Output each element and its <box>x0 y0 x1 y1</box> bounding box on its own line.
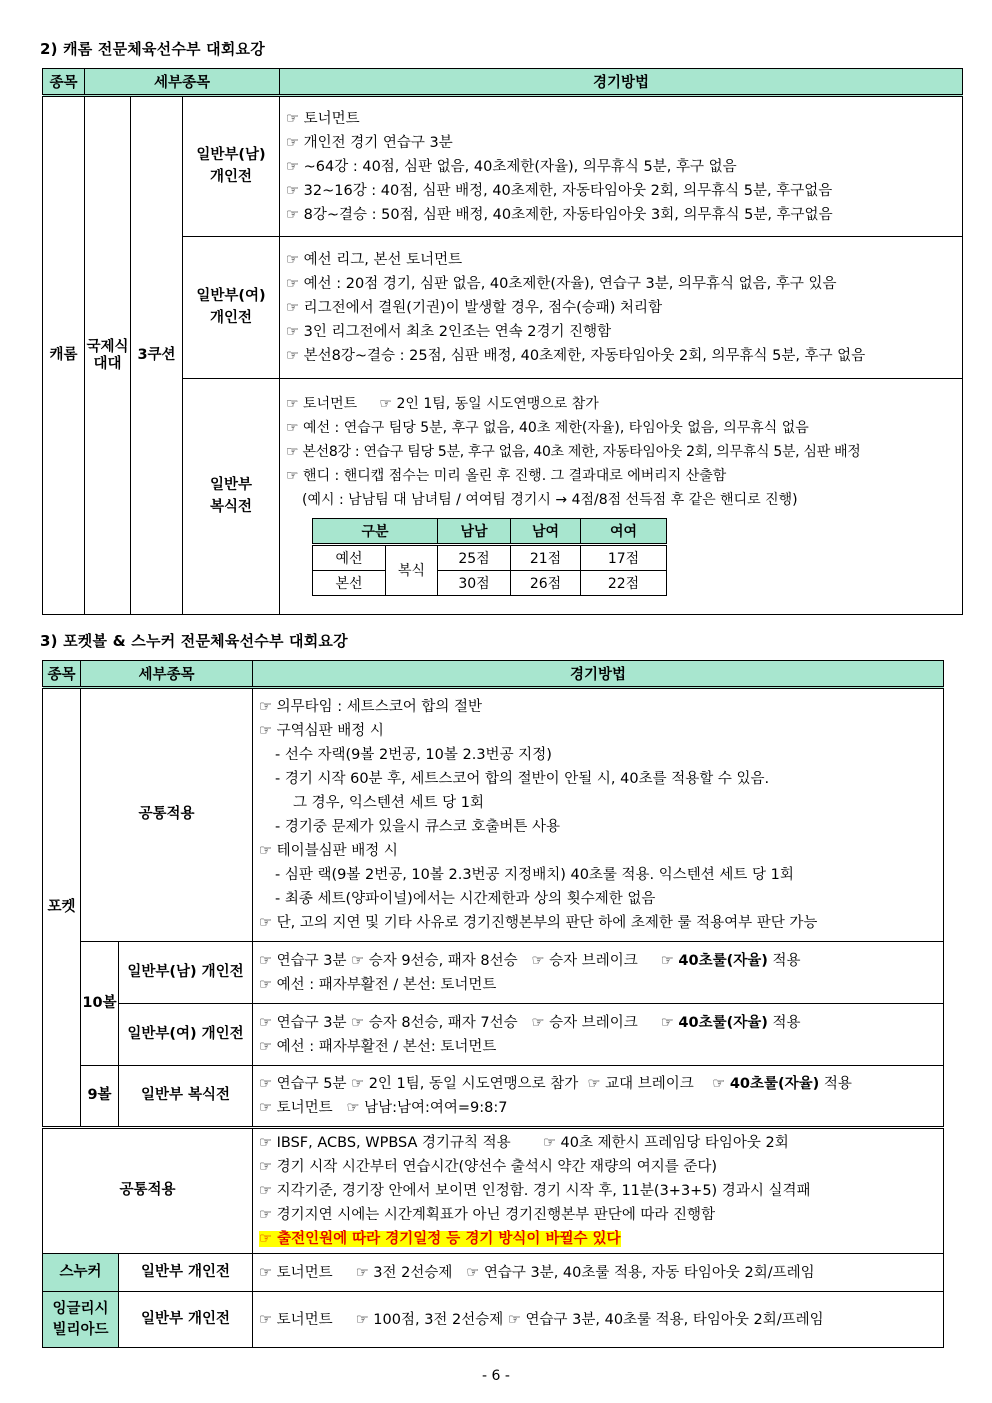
handicap-row-label: 본선 <box>313 570 386 595</box>
list-item: - 심판 랙(9볼 2번공, 10볼 2.3번공 지정배치) 40초룰 적용. 익스텐션 세트 당 1회 <box>275 867 794 883</box>
pointing-hand-icon: ☞ <box>542 1135 556 1151</box>
doubles-label: 일반부 복식전 <box>183 379 280 615</box>
pointing-hand-icon: ☞ <box>587 1076 601 1092</box>
pointing-hand-icon: ☞ <box>259 1183 272 1199</box>
pointing-hand-icon: ☞ <box>259 1264 272 1281</box>
list-item: - 최종 세트(양파이널)에서는 시간제한과 상의 횟수제한 없음 <box>275 891 656 907</box>
list-item: ☞ 32~16강 : 40점, 심판 배정, 40초제한, 자동타임아웃 2회, 의무휴식 5분, 후구없음 <box>286 182 833 199</box>
list-item: ☞ 토너먼트 ☞ 100점, 3전 2선승제 ☞ 연습구 3분, 40초룰 적용, 타임아웃 2회/프레임 <box>259 1311 824 1328</box>
list-item: ☞ 8강~결승 : 50점, 심판 배정, 40초제한, 자동타임아웃 3회, 의무휴식 5분, 후구없음 <box>286 206 833 223</box>
pointing-hand-icon: ☞ <box>286 134 300 151</box>
pointing-hand-icon: ☞ <box>531 952 545 969</box>
section-2-title: 2) 캐롬 전문체육선수부 대회요강 <box>40 40 265 58</box>
men-individual-method <box>253 942 944 1004</box>
pocket-common-label: 공통적용 <box>81 688 253 942</box>
list-item: - 경기 시작 60분 후, 세트스코어 합의 절반이 안될 시, 40초를 적용할 수 있음. <box>275 771 770 787</box>
doubles-method <box>253 1066 944 1128</box>
pocket-common-method <box>253 688 944 942</box>
list-item: ☞ 연습구 3분 ☞ 승자 8선승, 패자 7선승 ☞ 승자 브레이크 ☞ 40초룰(자율) 적용 <box>259 1014 801 1031</box>
list-item: ☞ 3인 리그전에서 최초 2인조는 연속 2경기 진행함 <box>286 323 612 340</box>
men-individual-method <box>280 96 963 237</box>
pointing-hand-icon: ☞ <box>259 699 272 715</box>
list-item: - 경기중 문제가 있을시 큐스코 호출버튼 사용 <box>275 819 561 835</box>
pointing-hand-icon: ☞ <box>660 952 674 969</box>
snooker-individual-label: 일반부 개인전 <box>119 1254 253 1292</box>
col-sub-header: 세부종목 <box>81 661 253 688</box>
table-cell: 21점 <box>511 544 581 570</box>
table-cell: 26점 <box>511 570 581 595</box>
col-method-header: 경기방법 <box>253 661 944 688</box>
sport-english-billiards: 잉글리시 빌리아드 <box>43 1292 119 1348</box>
pointing-hand-icon: ☞ <box>286 110 300 127</box>
pointing-hand-icon: ☞ <box>259 976 272 993</box>
pointing-hand-icon: ☞ <box>379 395 392 412</box>
pointing-hand-icon: ☞ <box>531 1014 545 1031</box>
list-item: ☞ 연습구 5분 ☞ 2인 1팀, 동일 시도연맹으로 참가 ☞ 교대 브레이크 ☞ 40초룰(자율) 적용 <box>259 1076 852 1092</box>
table-cell: 25점 <box>438 544 511 570</box>
pointing-hand-icon: ☞ <box>507 1311 521 1328</box>
nine-ball-label: 9볼 <box>81 1066 119 1128</box>
pointing-hand-icon: ☞ <box>351 1076 365 1092</box>
list-item: ☞ 경기지연 시에는 시간계획표가 아닌 경기진행본부 판단에 따라 진행함 <box>259 1207 716 1223</box>
list-item: ☞ 예선 : 패자부활전 / 본선: 토너먼트 <box>259 1038 497 1055</box>
pointing-hand-icon: ☞ <box>286 158 300 175</box>
pointing-hand-icon: ☞ <box>259 1159 272 1175</box>
english-method <box>253 1292 944 1348</box>
list-item: 그 경우, 익스텐션 세트 당 1회 <box>293 795 484 811</box>
pointing-hand-icon: ☞ <box>259 1038 272 1055</box>
handicap-header: 남남 <box>438 518 511 544</box>
handicap-header: 구분 <box>313 518 438 544</box>
english-individual-label: 일반부 개인전 <box>119 1292 253 1348</box>
handicap-header: 여여 <box>581 518 667 544</box>
pointing-hand-icon: ☞ <box>286 419 299 436</box>
list-item: ☞ 예선 : 패자부활전 / 본선: 토너먼트 <box>259 976 497 993</box>
men-individual-label: 일반부(남) 개인전 <box>119 942 253 1004</box>
pointing-hand-icon: ☞ <box>286 395 299 412</box>
sport-carom: 캐롬 <box>43 96 85 615</box>
pointing-hand-icon: ☞ <box>355 1311 369 1328</box>
pointing-hand-icon: ☞ <box>286 275 300 292</box>
section-3-title: 3) 포켓볼 & 스누커 전문체육선수부 대회요강 <box>40 632 348 650</box>
pointing-hand-icon: ☞ <box>286 323 300 340</box>
pointing-hand-icon: ☞ <box>259 1135 272 1151</box>
pointing-hand-icon: ☞ <box>259 723 272 739</box>
list-item: ☞ 토너먼트 ☞ 남남:남여:여여=9:8:7 <box>259 1100 508 1116</box>
handicap-row-label: 예선 <box>313 544 386 570</box>
doubles-method <box>280 379 963 615</box>
page-number: - 6 - <box>482 1368 510 1384</box>
women-individual-method <box>280 237 963 379</box>
sport-snooker: 스누커 <box>43 1254 119 1292</box>
list-item: ☞ 본선8강 : 연습구 팀당 5분, 후구 없음, 40초 제한, 자동타임아웃 2회, 의무휴식 5분, 심판 배정 <box>286 443 861 460</box>
pointing-hand-icon: ☞ <box>712 1076 726 1092</box>
col-sport-header: 종목 <box>43 69 85 96</box>
pointing-hand-icon: ☞ <box>355 1264 369 1281</box>
list-item: ☞ 예선 리그, 본선 토너먼트 <box>286 251 463 268</box>
pointing-hand-icon: ☞ <box>259 1231 272 1247</box>
women-individual-label: 일반부(여) 개인전 <box>183 237 280 379</box>
pointing-hand-icon: ☞ <box>286 182 300 199</box>
category-international: 국제식 대대 <box>85 96 131 615</box>
pointing-hand-icon: ☞ <box>259 952 272 969</box>
col-method-header: 경기방법 <box>280 69 963 96</box>
list-item: ☞ 예선 : 20점 경기, 심판 없음, 40초제한(자율), 연습구 3분, 의무휴식 없음, 후구 있음 <box>286 275 837 292</box>
list-item: ☞ 토너먼트 ☞ 2인 1팀, 동일 시도연맹으로 참가 <box>286 395 599 412</box>
handicap-example: (예시 : 남남팀 대 남녀팀 / 여여팀 경기시 → 4점/8점 선득점 후 같은 핸디로 진행) <box>302 491 798 508</box>
list-item: ☞ 경기 시작 시간부터 연습시간(양선수 출석시 약간 재량의 여지를 준다) <box>259 1159 717 1175</box>
pointing-hand-icon: ☞ <box>286 206 300 223</box>
list-item: ☞ 단, 고의 지연 및 기타 사유로 경기진행본부의 판단 하에 초제한 룰 적용여부 판단 가능 <box>259 915 818 931</box>
list-item: ☞ 의무타임 : 세트스코어 합의 절반 <box>259 699 483 715</box>
list-item: ☞ 토너먼트 ☞ 3전 2선승제 ☞ 연습구 3분, 40초룰 적용, 자동 타임아웃 2회/프레임 <box>259 1264 815 1281</box>
list-item: - 선수 자랙(9볼 2번공, 10볼 2.3번공 지정) <box>275 747 552 763</box>
doubles-label: 일반부 복식전 <box>119 1066 253 1128</box>
list-item: ☞ 본선8강~결승 : 25점, 심판 배정, 40초제한, 자동타임아웃 2회, 의무휴식 5분, 후구 없음 <box>286 347 866 364</box>
list-item: ☞ IBSF, ACBS, WPBSA 경기규칙 적용 ☞ 40초 제한시 프레임당 타임아웃 2회 <box>259 1135 789 1151</box>
list-item: ☞ 연습구 3분 ☞ 승자 9선승, 패자 8선승 ☞ 승자 브레이크 ☞ 40초룰(자율) 적용 <box>259 952 801 969</box>
handicap-header: 남여 <box>511 518 581 544</box>
women-individual-method <box>253 1004 944 1066</box>
snooker-common-label: 공통적용 <box>43 1128 253 1254</box>
list-item <box>259 1227 943 1251</box>
pointing-hand-icon: ☞ <box>286 443 299 460</box>
schedule-change-notice: 출전인원에 따라 경기일정 등 경기 방식이 바뀔수 있다 <box>277 1231 621 1247</box>
handicap-merged-label: 복식 <box>386 544 438 595</box>
snooker-common-method <box>253 1128 944 1254</box>
pointing-hand-icon: ☞ <box>259 1207 272 1223</box>
list-item: ☞ 테이블심판 배정 시 <box>259 843 398 859</box>
list-item: ☞ 지각기준, 경기장 안에서 보이면 인정함. 경기 시작 후, 11분(3+3+5) 경과시 실격패 <box>259 1183 811 1199</box>
sport-pocket: 포켓 <box>43 688 81 1128</box>
table-cell: 30점 <box>438 570 511 595</box>
ten-ball-label: 10볼 <box>81 942 119 1066</box>
pointing-hand-icon: ☞ <box>346 1100 360 1116</box>
list-item: ☞ 개인전 경기 연습구 3분 <box>286 134 453 151</box>
list-item: ☞ 예선 : 연습구 팀당 5분, 후구 없음, 40초 제한(자율), 타임아웃 없음, 의무휴식 없음 <box>286 419 809 436</box>
pointing-hand-icon: ☞ <box>259 1014 272 1031</box>
list-item: ☞ ~64강 : 40점, 심판 없음, 40초제한(자율), 의무휴식 5분, 후구 없음 <box>286 158 737 175</box>
col-sub-header: 세부종목 <box>85 69 280 96</box>
pointing-hand-icon: ☞ <box>466 1264 480 1281</box>
pointing-hand-icon: ☞ <box>286 299 300 316</box>
pointing-hand-icon: ☞ <box>259 843 272 859</box>
pocket-snooker-table <box>42 660 944 1348</box>
table-cell: 17점 <box>581 544 667 570</box>
pointing-hand-icon: ☞ <box>286 467 299 484</box>
carom-table <box>42 68 963 615</box>
list-item: ☞ 리그전에서 결원(기권)이 발생할 경우, 점수(승패) 처리함 <box>286 299 663 316</box>
table-cell: 22점 <box>581 570 667 595</box>
pointing-hand-icon: ☞ <box>259 1076 272 1092</box>
handicap-table <box>312 518 667 596</box>
men-individual-label: 일반부(남) 개인전 <box>183 96 280 237</box>
pointing-hand-icon: ☞ <box>259 1100 272 1116</box>
pointing-hand-icon: ☞ <box>351 952 365 969</box>
women-individual-label: 일반부(여) 개인전 <box>119 1004 253 1066</box>
list-item: ☞ 핸디 : 핸디캡 점수는 미리 올린 후 진행. 그 결과대로 에버리지 산출함 <box>286 467 727 484</box>
list-item: ☞ 토너먼트 <box>286 110 360 127</box>
snooker-method <box>253 1254 944 1292</box>
pointing-hand-icon: ☞ <box>259 1311 272 1328</box>
pointing-hand-icon: ☞ <box>259 915 272 931</box>
type-3cushion: 3쿠션 <box>131 96 183 615</box>
pointing-hand-icon: ☞ <box>351 1014 365 1031</box>
pointing-hand-icon: ☞ <box>660 1014 674 1031</box>
col-sport-header: 종목 <box>43 661 81 688</box>
list-item: ☞ 구역심판 배정 시 <box>259 723 384 739</box>
pointing-hand-icon: ☞ <box>286 347 300 364</box>
pointing-hand-icon: ☞ <box>286 251 300 268</box>
